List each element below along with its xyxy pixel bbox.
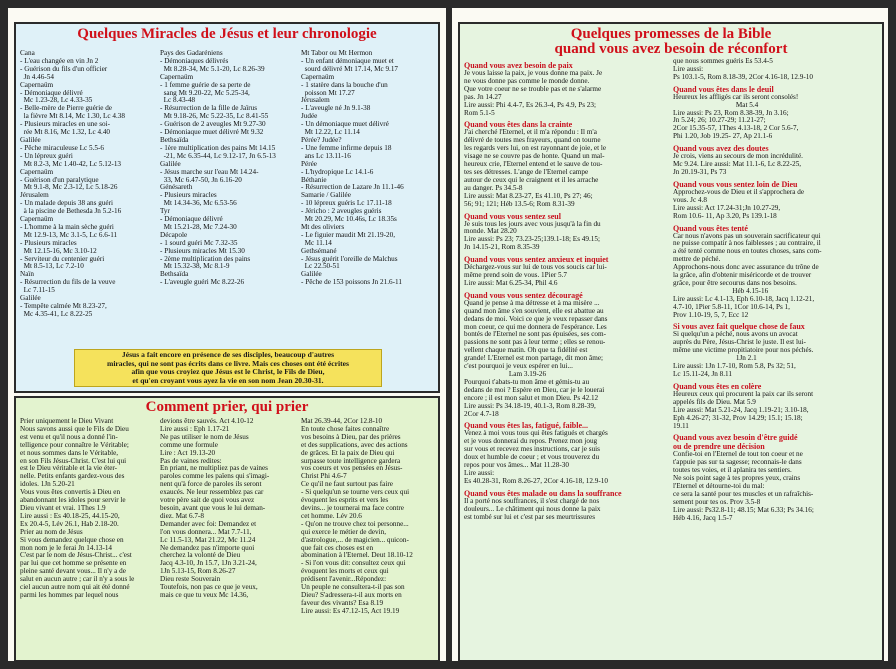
promise-section: [673, 322, 879, 378]
promise-heading: Quand vous avez des doutes: [673, 144, 769, 154]
promise-section: [464, 291, 670, 419]
miracles-column-1: Cana - L'eau changée en vin Jn 2 - Guérison du fils d'un officier Jn 4.46-54 Capernaüm - Démoniaque délivré Mc 1.23-28, Lc 4.33-35 - Belle-mère de Pierre guérie de la fièvre Mt 8.14, Mc 1.30, Lc 4.38 - Plusieurs miracles en une soi- rée Mt 8.16, Mc 1.32, Lc 4.40 Galilée - Pêche miraculeuse Lc 5.5-6 - Un lépreux guéri Mt 8.2-3, Mc 1.40-42, Lc 5.12-13 Capernaüm - Guérison d'un paralytique Mt 9.1-8, Mc 2.3-12, Lc 5.18-26 Jérusalem - Un malade depuis 38 ans guéri à la piscine de Bethesda Jn 5.2-16 Capernaüm - L'homme à la main sèche guéri Mt 12.9-13, Mc 3.1-5, Lc 6.6-11 - Plusieurs miracles Mt 12.15-16, Mc 3.10-12 - Serviteur du centenier guéri Mt 8.5-13, Lc 7.2-10 Naïn - Résurrection du fils de la veuve Lc 7.11-15 Galilée - Tempête calmée Mt 8.23-27, Mc 4.35-41, Lc 8.22-25: [20, 49, 125, 318]
left-page: [8, 8, 446, 661]
promise-text: Si quelqu'un a péché, nous avons un avocat auprès du Père, Jésus-Christ le juste. Il est lui- même une victime propitiatoire pour nos péchés. 1Jn 2.1 Lire aussi: 1Jn 1.7-10, Rom 5.8, Ps 32; 51, Lc 15.11-24, Jn 8.11: [673, 330, 814, 378]
promise-text: Il a porté nos souffrances, il s'est chargé de nos douleurs... Le châtiment qui nous donne la paix est tombé sur lui et c'est par ses meurtrissures: [464, 496, 601, 521]
promise-text: que nous sommes guéris Es 53.4-5 Lire aussi: Ps 103.1-5, Rom 8.18-39, 2Cor 4.16-18, 12.9-10: [673, 57, 813, 81]
promise-section: [673, 382, 879, 431]
promise-heading: Quand vous êtes dans la crainte: [464, 120, 573, 130]
promise-text: Déchargez-vous sur lui de tous vos soucis car lui- même prend soin de vous. 1Pier 5.7 Lire aussi: Mat 6.25-34, Phil 4.6: [464, 263, 607, 287]
promise-section: [673, 433, 879, 522]
miracles-title: Quelques Miracles de Jésus et leur chronologie: [77, 26, 377, 42]
miracles-box: [14, 22, 440, 393]
promise-section: [464, 120, 670, 208]
promise-section: [673, 58, 879, 82]
promise-section: [464, 255, 670, 288]
prayer-column-2: devions être sauvés. Act 4.10-12 Lire aussi : Eph 1.17-21 Ne pas utiliser le nom de Jésus comme une formule Lire : Act 19.13-20 Pas de vaines redites: En priant, ne multipliez pas de vaines paroles comme les païens qui s'imagi- nent qu'à force de paroles ils seront exaucés. Ne leur ressemblez pas car votre père sait de quoi vous avez besoin, avant que vous le lui deman- diez. Mat 6.7-8 Demander avec foi: Demandez et l'on vous donnera... Mat 7.7-11, Lc 11.5-13, Mat 21.22, Mc 11.24 Ne demandez pas n'importe quoi cherchez la volonté de Dieu Jacq 4.3-10, Jn 15.7, 1Jn 3.21-24, 1Jn 5.13-15, Rom 8.26-27 Dieu reste Souverain Toutefois, non pas ce que je veux, mais ce que tu veux Mc 14.36,: [160, 417, 270, 599]
promise-text: Je crois, viens au secours de mon incrédulité. Mc 9.24. Lire aussi: Mat 11.1-6, Lc 8.22-25, Jn 20.19-31, Ps 73: [673, 152, 803, 176]
promise-heading: Quand vous êtes tenté: [673, 223, 748, 233]
promise-heading: Quand vous vous sentez loin de Dieu: [673, 179, 798, 189]
promise-text: Car nous n'avons pas un souverain sacrificateur qui ne puisse compatir à nos faiblesses ; au contraire, il a été tenté comme nous en toutes choses, sans com- mettre de péché. Approchons-nous donc avec assurance du trône de la grâce, afin d'obtenir miséricorde et de trouver grâce, pour être secourus dans nos besoins. Héb 4.15-16 Lire aussi: Lc 4.1-13, Eph 6.10-18, Jacq 1.12-21, 4.7-10, 1Pier 5.8-11, 1Cor 10.6-14, Ps 1, Prov 1.10-19, 5, 7, Ecc 12: [673, 231, 822, 319]
promise-text: Heureux ceux qui procurent la paix car ils seront appelés fils de Dieu. Mat 5.9 Lire aussi: Mat 5.21-24, Jacq 1.19-21; 3.10-18, Eph 4.26-27; 31-32, Prov 14.29; 15.1; 15.18; 19.11: [673, 389, 814, 430]
miracles-column-3: Mt Tabor ou Mt Hermon - Un enfant démoniaque muet et sourd délivré Mt 17.14, Mc 9.17 Capernaüm - 1 statère dans la bouche d'un poisson Mt 17.27 Jérusalem - L'aveugle né Jn 9.1-38 Judée - Un démoniaque muet délivré Mt 12.22, Lc 11.14 Pérée? Judée? - Une femme infirme depuis 18 ans Lc 13.11-16 Pérée - L'hydropique Lc 14.1-6 Béthanie - Résurrection de Lazare Jn 11.1-46 Samarie / Galilée - 10 lépreux guéris Lc 17.11-18 - Jéricho : 2 aveugles guéris Mt 20.29, Mc 10.46s, Lc 18.35s Mt des oliviers - Le figuier maudit Mt 21.19-20, Mc 11.14 Gethsémané - Jésus guérit l'oreille de Malchus Lc 22.50-51 Galilée - Pêche de 153 poissons Jn 21.6-11: [301, 49, 404, 287]
promise-section: [673, 180, 879, 221]
promise-section: [464, 212, 670, 253]
promise-heading: Quand vous vous sentez découragé: [464, 290, 583, 300]
promises-title-line-1: Quelques promesses de la Bible: [570, 26, 772, 42]
promise-section: [673, 144, 879, 177]
promise-section: [464, 421, 670, 485]
promise-heading: Quand vous êtes las, fatigué, faible...: [464, 421, 589, 431]
miracles-banner: Jésus a fait encore en présence de ses disciples, beaucoup d'autres miracles, qui ne sont pas écrits dans ce livre. Mais ces choses ont été écrites afin que vous croyiez que Jésus est le Christ, le Fils de Dieu, et qu'en croyant vous ayez la vie en son nom Jean 20.30-31.: [74, 349, 382, 387]
promise-text: Confie-toi en l'Eternel de tout ton coeur et ne t'appuie pas sur ta sagesse; reconnais-le dans toutes tes voies, et il aplanira tes sentiers. Ne sois point sage à tes propres yeux, crains l'Eternel et détourne-toi du mal: ce sera la santé pour tes muscles et un rafraîchis- sement pour tes os. Prov 3.5-8 Lire aussi: Ps32.8-11; 48.15; Mat 6.33; Ps 34.16; Héb 4.16, Jacq 1.5-7: [673, 450, 814, 522]
miracles-column-2: Pays des Gadaréniens - Démoniaques délivrés Mt 8.28-34, Mc 5.1-20, Lc 8.26-39 Capernaüm - 1 femme guérie de sa perte de sang Mt 9.20-22, Mc 5.25-34, Lc 8.43-48 - Résurrection de la fille de Jaïrus Mt 9.18-26, Mc 5.22-35, Lc 8.41-55 - Guérison de 2 aveugles Mt 9.27-30 - Démoniaque muet délivré Mt 9.32 Bethsaïda - 1ère multiplication des pains Mt 14.15 -21, Mc 6.35-44, Lc 9.12-17, Jn 6.5-13 Galilée - Jésus marche sur l'eau Mt 14.24- 33, Mc 6.47-50, Jn 6.16-20 Génésareth - Plusieurs miracles Mt 14.34-36, Mc 6.53-56 Tyr - Démoniaque délivré Mt 15.21-28, Mc 7.24-30 Décapole - 1 sourd guéri Mc 7.32-35 - Plusieurs miracles Mt 15.30 - 2ème multiplication des pains Mt 15.32-38, Mc 8.1-9 Bethsaïda - L'aveugle guéri Mc 8.22-26: [160, 49, 276, 287]
promise-text: Venez à moi vous tous qui êtes fatigués et chargés et je vous donnerai du repos. Prenez mon joug sur vous et recevez mes instructions, car je suis doux et humble de coeur ; et vous trouverez du repos pour vos âmes... Mat 11.28-30 Lire aussi: Es 40.28-31, Rom 8.26-27, 2Cor 4.16-18, 12.9-10: [464, 429, 608, 485]
promises-column-2: [673, 58, 879, 523]
promise-text: Heureux les affligés car ils seront consolés! Mat 5.4 Lire aussi: Ps 23, Rom 8.38-39, Jn 3.16; Jn 5.24; 26; 10.27-29; 11.21-27; 2Cor 15.35-57, 1Thes 4.13-18, 2 Cor 5.6-7, Phi 1.20, Job 19.25- 27, Ap 21.1-6: [673, 92, 799, 141]
promise-heading: Quand vous êtes dans le deuil: [673, 84, 774, 94]
promise-text: J'ai cherché l'Eternel, et il m'a répondu : Il m'a délivré de toutes mes frayeurs, quand on tourne les regards vers lui, on est rayonnant de joie, et le visage ne se couvre pas de honte. Quand un mal- heureux crie, l'Eternel entend et le sauve de tou- tes ses détresses. L'ange de l'Eternel campe autour de ceux qui le craignent et il les arrache au danger. Ps 34.5-8 Lire aussi: Mat 8.23-27, Es 41.10, Ps 27; 46; 56; 91; 121; Héb 13.5-6; Rom 8.31-39: [464, 128, 607, 208]
prayer-title: Comment prier, qui prier: [145, 399, 309, 415]
promise-heading: Si vous avez fait quelque chose de faux: [673, 322, 805, 332]
promise-text: Approchez-vous de Dieu et il s'approchera de vous. Jc 4.8 Lire aussi: Act 17.24-31;Jn 10.27-29, Rom 10.6- 11, Ap 3.20, Ps 139.1-18: [673, 187, 805, 220]
promises-box: [458, 22, 884, 661]
promises-column-1: [464, 58, 670, 522]
prayer-column-3: Mat 26.39-44, 2Cor 12.8-10 En toute chose faites connaître vos besoins à Dieu, par des prières et des supplications, avec des actions de grâces. Et la paix de Dieu qui surpasse toute intelligence gardera vos coeurs et vos pensées en Jésus- Christ Phi 4.6-7 Ce qu'il ne faut surtout pas faire - Si quelqu'un se tourne vers ceux qui évoquent les esprits et vers les devins... je tournerai ma face contre cet homme. Lév 20.6 - Qu'on ne trouve chez toi personne... qui exerce le métier de devin, d'astrologue,... de magicien... quicon- que fait ces choses est en abomination à l'Eternel. Deut 18.10-12 - Si l'on vous dit: consultez ceux qui évoquent les morts et ceux qui prédisent l'avenir...Répondez: Un peuple ne consultera-t-il pas son Dieu? S'adressera-t-il aux morts en faveur des vivants? Esa 8.19 Lire aussi: Es 47.12-15, Act 19.19: [301, 417, 413, 615]
prayer-box: [14, 396, 440, 661]
prayer-column-1: Prier uniquement le Dieu Vivant Nous savons aussi que le Fils de Dieu est venu et qu'il nous a donné l'in- telligence pour connaître le Véritable; et nous sommes dans le Véritable, en son Fils Jésus-Christ. C'est lui qui est le Dieu véritable et la vie éter- nelle. Petits enfants gardez-vous des idoles. 1Jn 5.20-21 Vous vous êtes convertis à Dieu en abandonnant les idoles pour servir le Dieu vivant et vrai. 1Thes 1.9 Lire aussi : Es 40.18-25, 44.15-20, Ex 20.4-5, Lév 26.1, Hab 2.18-20. Prier au nom de Jésus Si vous demandez quelque chose en mon nom je le ferai Jn 14.13-14 C'est par le nom de Jésus-Christ... c'est par lui que cet homme se présente en pleine santé devant vous... Il n'y a de salut en aucun autre ; car il n'y a sous le ciel aucun autre nom qui ait été donné parmi les hommes par lequel nous: [20, 417, 135, 599]
promise-section: [464, 61, 670, 117]
promises-title-line-2: quand vous avez besoin de réconfort: [554, 41, 788, 57]
promise-text: Je vous laisse la paix, je vous donne ma paix. Je ne vous donne pas comme le monde donne. Que votre coeur ne se trouble pas et ne s'alarme pas. Jn 14.27 Lire aussi: Phi 4.4-7, Es 26.3-4, Ps 4.9, Ps 23; Rom 5.1-5: [464, 69, 603, 117]
promise-heading: Quand vous êtes en colère: [673, 381, 762, 391]
promise-section: [673, 224, 879, 320]
promise-heading: Quand vous avez besoin de paix: [464, 61, 573, 70]
promise-heading: Quand vous êtes malade ou dans la souffrance: [464, 488, 622, 498]
promise-heading: Quand vous vous sentez anxieux et inquiet: [464, 255, 609, 265]
right-page: [452, 8, 888, 661]
promise-heading: Quand vous vous sentez seul: [464, 211, 561, 221]
promise-heading: Quand vous avez besoin d'être guidé ou de prendre une décision: [673, 433, 798, 452]
promise-text: Je suis tous les jours avec vous jusqu'à la fin du monde. Mat 28.20 Lire aussi: Ps 23; 73.23-25;139.1-18; Es 49.15; Jn 14.15-21, Rom 8.35-39: [464, 219, 601, 252]
promise-text: Quand je pense à ma détresse et à ma misère ... quand mon âme s'en souvient, elle est abattue au dedans de moi. Voici ce que je veux repasser dans mon coeur, ce qui me donnera de l'espérance. Les bontés de l'Eternel ne sont pas épuisées, ses com- passions ne sont pas à leur terme ; elles se renou- vellent chaque matin. Oh que ta fidélité est grande! L'Eternel est mon partage, dit mon âme; c'est pourquoi je veux espérer en lui... Lam 3.19-26 Pourquoi t'abats-tu mon âme et gémis-tu au dedans de moi ? Espère en Dieu, car je le louerai encore ; il est mon salut et mon Dieu. Ps 42.12 Lire aussi: Ps 34.18-19, 40.1-3, Rom 8.28-39, 2Cor 4.7-18: [464, 298, 608, 418]
promise-section: [464, 489, 670, 522]
promise-section: [673, 85, 879, 141]
